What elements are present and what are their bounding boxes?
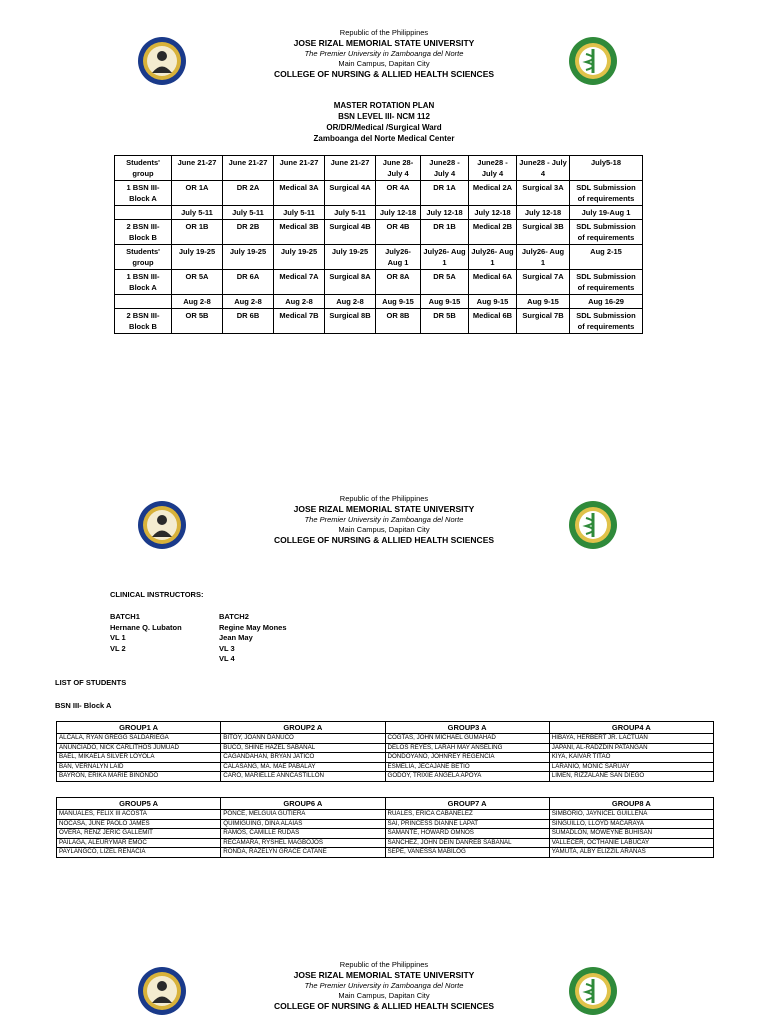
table-row [57,753,714,763]
rotation-cell: July26- Aug 1 [469,245,517,270]
student-name-cell: GODOY, TRIXIE ANGELA APOYA [385,772,549,782]
batch2-vl: VL 4 [219,654,235,663]
rotation-cell: DR 2B [223,220,274,245]
student-name-cell: KIYA, KAIVAR TITAO [549,753,713,763]
rotation-group-cell: Students' group [115,156,172,181]
student-name-cell: CARO, MARIELLE ANNCASTILLON [221,772,385,782]
rotation-cell: Medical 7B [274,309,325,334]
rotation-cell: June 21-27 [223,156,274,181]
student-name-cell: SANCHEZ, JOHN DEIN DANREB SABANAL [385,838,549,848]
rotation-row [115,270,643,295]
republic-text: Republic of the Philippines [339,494,429,503]
rotation-cell: DR 1B [421,220,469,245]
rotation-cell: OR 4B [376,220,421,245]
plan-wards: OR/DR/Medical /Surgical Ward [326,123,442,132]
student-name-cell: BAYRON, ERIKA MARIE BINONDO [57,772,221,782]
group-header: GROUP6 A [221,798,385,810]
rotation-cell: Medical 3B [274,220,325,245]
rotation-cell: Surgical 7B [517,309,570,334]
group-header: GROUP1 A [57,722,221,734]
rotation-cell: Aug 9-15 [421,295,469,309]
rotation-group-cell: 1 BSN III- Block A [115,270,172,295]
group-header: GROUP4 A [549,722,713,734]
plan-level: BSN LEVEL III- NCM 112 [338,112,430,121]
table-row [57,848,714,858]
student-name-cell: QUIMIGUING, DINA ALAIAS [221,819,385,829]
college-name: COLLEGE OF NURSING & ALLIED HEALTH SCIENCES [273,535,495,545]
student-groups-table-1 [56,721,714,782]
student-name-cell: BAN, VERNALYN LAID [57,762,221,772]
rotation-cell: June28 - July 4 [469,156,517,181]
rotation-cell: Surgical 3A [517,181,570,206]
rotation-cell: July 12-18 [517,206,570,220]
rotation-cell: Surgical 8A [325,270,376,295]
plan-hospital: Zamboanga del Norte Medical Center [313,134,455,143]
student-name-cell: RONDA, RAZELYN GRACE CATANE [221,848,385,858]
student-name-cell: LIMEN, RIZZALANE SAN DIEGO [549,772,713,782]
student-name-cell: JAPANI, AL-RADZDIN PATANGAN [549,743,713,753]
table-row [57,743,714,753]
rotation-cell: SDL Submission of requirements [570,270,643,295]
student-name-cell: BUCO, SHINE HAZEL SABANAL [221,743,385,753]
batch2-instructor: Regine May Mones [219,622,287,632]
rotation-cell: Medical 2B [469,220,517,245]
batch1-label: BATCH1 [110,612,140,621]
rotation-cell: Surgical 4B [325,220,376,245]
rotation-cell: OR 1B [172,220,223,245]
rotation-cell: July 19-25 [274,245,325,270]
batch2-vl: VL 3 [219,643,235,653]
rotation-cell: Medical 6A [469,270,517,295]
table-row [57,772,714,782]
student-name-cell: NOCASA, JUNE PAOLO JAMES [57,819,221,829]
rotation-cell: Aug 2-8 [325,295,376,309]
batch2-instructor: Jean May [219,633,253,642]
rotation-cell: Aug 16-29 [570,295,643,309]
group-header: GROUP8 A [549,798,713,810]
rotation-cell: Aug 9-15 [469,295,517,309]
table-row [57,734,714,744]
group-header-row [57,722,714,734]
campus-text: Main Campus, Dapitan City [338,59,430,68]
rotation-cell: Aug 9-15 [517,295,570,309]
student-name-cell: OVERA, RENZ JERIC GALLEMIT [57,829,221,839]
rotation-cell: Aug 9-15 [376,295,421,309]
student-name-cell: BAEL, MIKAELA SILVER LOYOLA [57,753,221,763]
rotation-cell: Aug 2-8 [223,295,274,309]
rotation-cell: OR 5B [172,309,223,334]
rotation-cell: DR 5B [421,309,469,334]
plan-title: MASTER ROTATION PLAN [333,101,435,110]
rotation-cell: July 5-11 [325,206,376,220]
campus-text: Main Campus, Dapitan City [338,991,430,1000]
rotation-cell: OR 1A [172,181,223,206]
student-name-cell: ESMELIA, JECAJANE BETIO [385,762,549,772]
rotation-cell: OR 8A [376,270,421,295]
student-name-cell: RAMOS, CAMILLE RUDAS [221,829,385,839]
student-name-cell: SIMBORIO, JAYNICEL GUILLENA [549,810,713,820]
student-name-cell: PAILAGA, ALEURYMAR EMOC [57,838,221,848]
campus-text: Main Campus, Dapitan City [338,525,430,534]
rotation-group-cell: 2 BSN III- Block B [115,220,172,245]
rotation-cell: Medical 2A [469,181,517,206]
university-name: JOSE RIZAL MEMORIAL STATE UNIVERSITY [293,38,475,48]
group-header: GROUP7 A [385,798,549,810]
rotation-cell: Medical 6B [469,309,517,334]
rotation-row [115,156,643,181]
rotation-cell: Medical 3A [274,181,325,206]
rotation-cell: Aug 2-8 [274,295,325,309]
rotation-cell: Medical 7A [274,270,325,295]
student-name-cell: HIBAYA, HERBERT JR. LACTUAN [549,734,713,744]
student-name-cell: BITOY, JOANN DANUCO [221,734,385,744]
rotation-cell: July 19-25 [223,245,274,270]
rotation-row [115,206,643,220]
table-row [57,838,714,848]
student-name-cell: COGTAS, JOHN MICHAEL GUMAHAD [385,734,549,744]
student-name-cell: ALCALA, RYAN GREGG SALDARIEGA [57,734,221,744]
student-name-cell: PONCE, MELGUIA GUTIERA [221,810,385,820]
rotation-group-cell: 1 BSN III- Block A [115,181,172,206]
group-header: GROUP3 A [385,722,549,734]
student-name-cell: DONDOYANO, JOHNREY REGENCIA [385,753,549,763]
rotation-row [115,295,643,309]
college-name: COLLEGE OF NURSING & ALLIED HEALTH SCIENCES [273,1001,495,1011]
rotation-cell: SDL Submission of requirements [570,220,643,245]
rotation-cell: Aug 2-15 [570,245,643,270]
rotation-cell: July 5-11 [274,206,325,220]
group-header-row [57,798,714,810]
student-name-cell: SUMADLON, MOWEYNE BUHISAN [549,829,713,839]
students-heading: LIST OF STUDENTS [55,678,127,687]
student-name-cell: SEPE, VANESSA MABILOG [385,848,549,858]
rotation-cell: June 21-27 [172,156,223,181]
student-name-cell: SINGUILLO, LLOYD MACARAYA [549,819,713,829]
rotation-cell: July26- Aug 1 [517,245,570,270]
student-groups-table-2 [56,797,714,858]
rotation-cell: July5-18 [570,156,643,181]
batch1-instructor: Hernane Q. Lubaton [110,622,182,632]
rotation-cell: June28 - July 4 [421,156,469,181]
rotation-cell: July26- Aug 1 [376,245,421,270]
rotation-cell: July26- Aug 1 [421,245,469,270]
rotation-cell: July 12-18 [421,206,469,220]
rotation-cell: DR 6B [223,309,274,334]
rotation-cell: June 21-27 [274,156,325,181]
rotation-cell: Aug 2-8 [172,295,223,309]
republic-text: Republic of the Philippines [339,28,429,37]
rotation-cell: Surgical 3B [517,220,570,245]
student-name-cell: YAMUTA, ALBY ELIZZIL ARANAS [549,848,713,858]
student-name-cell: RECAMARA, RYSHEL MAGBOJOS [221,838,385,848]
batch1-vl: VL 1 [110,633,126,642]
rotation-cell: July 5-11 [172,206,223,220]
rotation-cell: July 19-25 [325,245,376,270]
university-tagline: The Premier University in Zamboanga del Norte [304,981,464,990]
rotation-row [115,220,643,245]
university-tagline: The Premier University in Zamboanga del Norte [304,515,464,524]
rotation-cell: July 12-18 [469,206,517,220]
rotation-group-cell: 2 BSN III- Block B [115,309,172,334]
student-name-cell: CAGANDAHAN, BRYAN JATICO [221,753,385,763]
student-name-cell: SAI, PRINCESS DIANNE LAPAT [385,819,549,829]
rotation-cell: SDL Submission of requirements [570,181,643,206]
letterhead-2 [0,494,768,546]
rotation-row [115,181,643,206]
rotation-cell: Surgical 7A [517,270,570,295]
rotation-cell: July 19-Aug 1 [570,206,643,220]
rotation-cell: July 19-25 [172,245,223,270]
rotation-cell: Surgical 8B [325,309,376,334]
rotation-cell: Surgical 4A [325,181,376,206]
rotation-cell: July 12-18 [376,206,421,220]
college-name: COLLEGE OF NURSING & ALLIED HEALTH SCIENCES [273,69,495,79]
batch1-list [110,612,182,654]
table-row [57,810,714,820]
student-name-cell: SAMANTE, HOWARD OMNOS [385,829,549,839]
letterhead-3 [0,960,768,1012]
student-name-cell: CALASANG, MA. MAE PABALAY [221,762,385,772]
student-name-cell: PAYLANGCO, LIZEL RENACIA [57,848,221,858]
rotation-group-cell [115,295,172,309]
student-name-cell: RUALES, ERICA CABAÑELEZ [385,810,549,820]
rotation-cell: DR 1A [421,181,469,206]
student-name-cell: ANUNCIADO, NICK CARLITHOS JUMUAD [57,743,221,753]
rotation-cell: July 5-11 [223,206,274,220]
rotation-table [114,155,643,334]
student-name-cell: VALLECER, OCTHANIE LABUCAY [549,838,713,848]
student-name-cell: MANUALES, FELIX III ACOSTA [57,810,221,820]
instructors-heading: CLINICAL INSTRUCTORS: [110,590,204,599]
student-name-cell: DELOS REYES, LARAH MAY ANSELING [385,743,549,753]
university-tagline: The Premier University in Zamboanga del Norte [304,49,464,58]
rotation-cell: DR 6A [223,270,274,295]
rotation-cell: OR 5A [172,270,223,295]
rotation-row [115,309,643,334]
letterhead-1 [0,28,768,80]
table-row [57,819,714,829]
rotation-cell: June 28-July 4 [376,156,421,181]
table-row [57,762,714,772]
batch1-vl: VL 2 [110,643,126,653]
rotation-cell: OR 4A [376,181,421,206]
rotation-group-cell: Students' group [115,245,172,270]
batch2-list [219,612,287,665]
group-header: GROUP5 A [57,798,221,810]
rotation-cell: DR 2A [223,181,274,206]
rotation-cell: OR 8B [376,309,421,334]
rotation-group-cell [115,206,172,220]
rotation-cell: SDL Submission of requirements [570,309,643,334]
group-header: GROUP2 A [221,722,385,734]
student-name-cell: LARANIO, MONIC SARUAY [549,762,713,772]
university-name: JOSE RIZAL MEMORIAL STATE UNIVERSITY [293,970,475,980]
block-label: BSN III- Block A [55,701,112,710]
table-row [57,829,714,839]
rotation-cell: June 21-27 [325,156,376,181]
rotation-row [115,245,643,270]
batch2-label: BATCH2 [219,612,249,621]
republic-text: Republic of the Philippines [339,960,429,969]
rotation-cell: June28 - July 4 [517,156,570,181]
university-name: JOSE RIZAL MEMORIAL STATE UNIVERSITY [293,504,475,514]
plan-title-block [0,100,768,144]
rotation-cell: DR 5A [421,270,469,295]
